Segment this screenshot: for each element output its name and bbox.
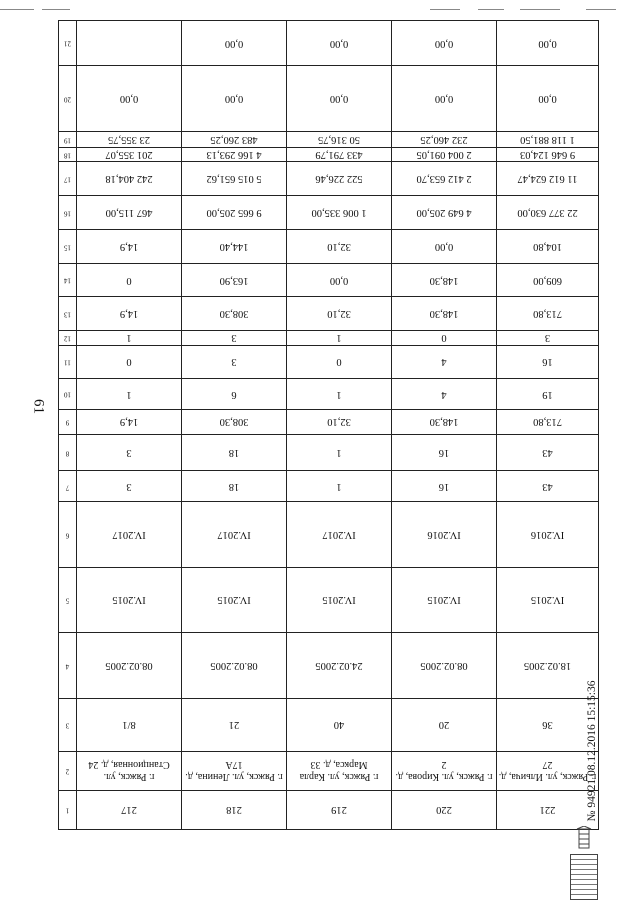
data-cell: IV.2017: [287, 502, 392, 568]
data-cell: 5 015 651,62: [182, 162, 287, 196]
table-row: [59, 410, 599, 435]
data-cell: 32,10: [287, 297, 392, 331]
scan-edge-marks: [0, 6, 640, 14]
column-number-cell: 19: [59, 131, 77, 147]
data-cell: 0,00: [287, 21, 392, 66]
address-cell: г. Ряжск, ул. Ильича, д. 27: [497, 752, 599, 791]
table-row: [59, 147, 599, 161]
data-cell: IV.2016: [392, 502, 497, 568]
table-row: [59, 21, 599, 66]
column-number-cell: 5: [59, 567, 77, 633]
column-number-cell: 7: [59, 471, 77, 502]
data-cell: IV.2015: [287, 567, 392, 633]
data-cell: 148,30: [392, 410, 497, 435]
data-cell: 163,90: [182, 263, 287, 297]
data-cell: 0,00: [497, 66, 599, 132]
data-cell: 9 646 124,03: [497, 147, 599, 161]
data-cell: 3: [77, 471, 182, 502]
data-cell: 1: [287, 434, 392, 471]
page-number: 61: [30, 399, 47, 414]
data-cell: 20: [392, 698, 497, 751]
data-cell: 36: [497, 698, 599, 751]
data-cell: 4: [392, 345, 497, 379]
data-cell: 218: [182, 790, 287, 829]
data-cell: IV.2015: [182, 567, 287, 633]
data-cell: 18: [182, 471, 287, 502]
data-cell: 217: [77, 790, 182, 829]
data-cell: 4 166 293,13: [182, 147, 287, 161]
column-number-cell: 16: [59, 196, 77, 230]
data-cell: 0: [77, 263, 182, 297]
data-cell: 201 355,07: [77, 147, 182, 161]
table-row: [59, 434, 599, 471]
data-cell: 433 791,79: [287, 147, 392, 161]
data-cell: 3: [182, 331, 287, 345]
data-cell: IV.2016: [497, 502, 599, 568]
data-cell: 08.02.2005: [182, 633, 287, 699]
column-number-cell: 13: [59, 297, 77, 331]
table-row: [59, 162, 599, 196]
data-cell: 219: [287, 790, 392, 829]
data-cell: 08.02.2005: [392, 633, 497, 699]
table-row: [59, 345, 599, 379]
column-number-cell: 14: [59, 263, 77, 297]
column-number-cell: 2: [59, 752, 77, 791]
data-cell: 713,80: [497, 410, 599, 435]
data-cell: 0,00: [287, 263, 392, 297]
table-row: [59, 229, 599, 263]
data-cell: 16: [392, 434, 497, 471]
data-cell: 1: [287, 379, 392, 410]
data-cell: 483 260,25: [182, 131, 287, 147]
data-cell: 4: [392, 379, 497, 410]
data-cell: 22 377 630,00: [497, 196, 599, 230]
column-number-cell: 18: [59, 147, 77, 161]
column-number-cell: 11: [59, 345, 77, 379]
data-cell: 3: [497, 331, 599, 345]
data-cell: 6: [182, 379, 287, 410]
data-cell: IV.2015: [497, 567, 599, 633]
data-cell: IV.2015: [392, 567, 497, 633]
data-cell: [77, 21, 182, 66]
data-cell: 522 226,46: [287, 162, 392, 196]
data-cell: 4 649 205,00: [392, 196, 497, 230]
table-row: [59, 131, 599, 147]
data-cell: 0: [287, 345, 392, 379]
data-cell: 16: [497, 345, 599, 379]
data-cell: 148,30: [392, 263, 497, 297]
data-cell: 21: [182, 698, 287, 751]
address-cell: г. Ряжск, ул. Карла Маркса, д. 33: [287, 752, 392, 791]
data-cell: 467 115,00: [77, 196, 182, 230]
data-cell: 11 612 624,47: [497, 162, 599, 196]
data-cell: IV.2015: [77, 567, 182, 633]
table-row: [59, 297, 599, 331]
data-cell: 23 355,75: [77, 131, 182, 147]
data-cell: 16: [392, 471, 497, 502]
data-cell: 0,00: [497, 21, 599, 66]
data-cell: 1 118 881,50: [497, 131, 599, 147]
data-cell: 14,9: [77, 229, 182, 263]
data-cell: 1: [77, 331, 182, 345]
data-cell: 144,40: [182, 229, 287, 263]
data-cell: 18.02.2005: [497, 633, 599, 699]
table-row: [59, 379, 599, 410]
data-cell: 0,00: [392, 66, 497, 132]
data-cell: IV.2017: [77, 502, 182, 568]
data-cell: 0,00: [392, 21, 497, 66]
data-cell: 08.02.2005: [77, 633, 182, 699]
data-cell: IV.2017: [182, 502, 287, 568]
data-cell: 24.02.2005: [287, 633, 392, 699]
data-cell: 32,10: [287, 410, 392, 435]
address-cell: г. Ряжск, ул. Станционная, д. 24: [77, 752, 182, 791]
table-row: [59, 196, 599, 230]
data-cell: 713,80: [497, 297, 599, 331]
column-number-cell: 20: [59, 66, 77, 132]
column-number-cell: 12: [59, 331, 77, 345]
table-row: [59, 331, 599, 345]
data-cell: 0: [77, 345, 182, 379]
seal-sticker-icon: [570, 854, 598, 900]
column-number-cell: 8: [59, 434, 77, 471]
table-row: [59, 752, 599, 791]
data-table-container: [58, 20, 598, 830]
data-cell: 148,30: [392, 297, 497, 331]
housing-program-table: [58, 20, 599, 830]
data-cell: 32,10: [287, 229, 392, 263]
table-row: [59, 633, 599, 699]
data-cell: 50 316,75: [287, 131, 392, 147]
column-number-cell: 21: [59, 21, 77, 66]
data-cell: 104,80: [497, 229, 599, 263]
data-cell: 0: [392, 331, 497, 345]
data-cell: 220: [392, 790, 497, 829]
data-cell: 43: [497, 471, 599, 502]
data-cell: 0,00: [287, 66, 392, 132]
data-cell: 308,30: [182, 297, 287, 331]
column-number-cell: 17: [59, 162, 77, 196]
column-number-cell: 15: [59, 229, 77, 263]
data-cell: 609,00: [497, 263, 599, 297]
data-cell: 0,00: [182, 66, 287, 132]
data-cell: 232 460,25: [392, 131, 497, 147]
table-row: [59, 66, 599, 132]
data-cell: 18: [182, 434, 287, 471]
data-cell: 1: [77, 379, 182, 410]
column-number-cell: 1: [59, 790, 77, 829]
table-row: [59, 471, 599, 502]
document-timestamp: № 94921 08.12.2016 15:15:36: [586, 680, 598, 822]
data-cell: 1 006 335,00: [287, 196, 392, 230]
data-cell: 0,00: [182, 21, 287, 66]
column-number-cell: 3: [59, 698, 77, 751]
data-cell: 8/1: [77, 698, 182, 751]
table-row: [59, 263, 599, 297]
column-number-cell: 9: [59, 410, 77, 435]
table-row: [59, 567, 599, 633]
data-cell: 1: [287, 471, 392, 502]
data-cell: 19: [497, 379, 599, 410]
address-cell: г. Ряжск, ул. Ленина, д. 17А: [182, 752, 287, 791]
data-cell: 242 404,18: [77, 162, 182, 196]
data-cell: 0,00: [392, 229, 497, 263]
column-number-cell: 6: [59, 502, 77, 568]
data-cell: 308,30: [182, 410, 287, 435]
data-cell: 43: [497, 434, 599, 471]
column-number-cell: 4: [59, 633, 77, 699]
data-cell: 3: [77, 434, 182, 471]
table-row: [59, 502, 599, 568]
data-cell: 1: [287, 331, 392, 345]
data-cell: 2 412 653,70: [392, 162, 497, 196]
data-cell: 14,9: [77, 410, 182, 435]
data-cell: 14,9: [77, 297, 182, 331]
data-cell: 40: [287, 698, 392, 751]
table-row: [59, 790, 599, 829]
data-cell: 9 665 205,00: [182, 196, 287, 230]
data-cell: 221: [497, 790, 599, 829]
column-number-cell: 10: [59, 379, 77, 410]
address-cell: г. Ряжск, ул. Кирова, д. 2: [392, 752, 497, 791]
data-cell: 0,00: [77, 66, 182, 132]
data-cell: 3: [182, 345, 287, 379]
data-cell: 2 004 091,05: [392, 147, 497, 161]
table-row: [59, 698, 599, 751]
